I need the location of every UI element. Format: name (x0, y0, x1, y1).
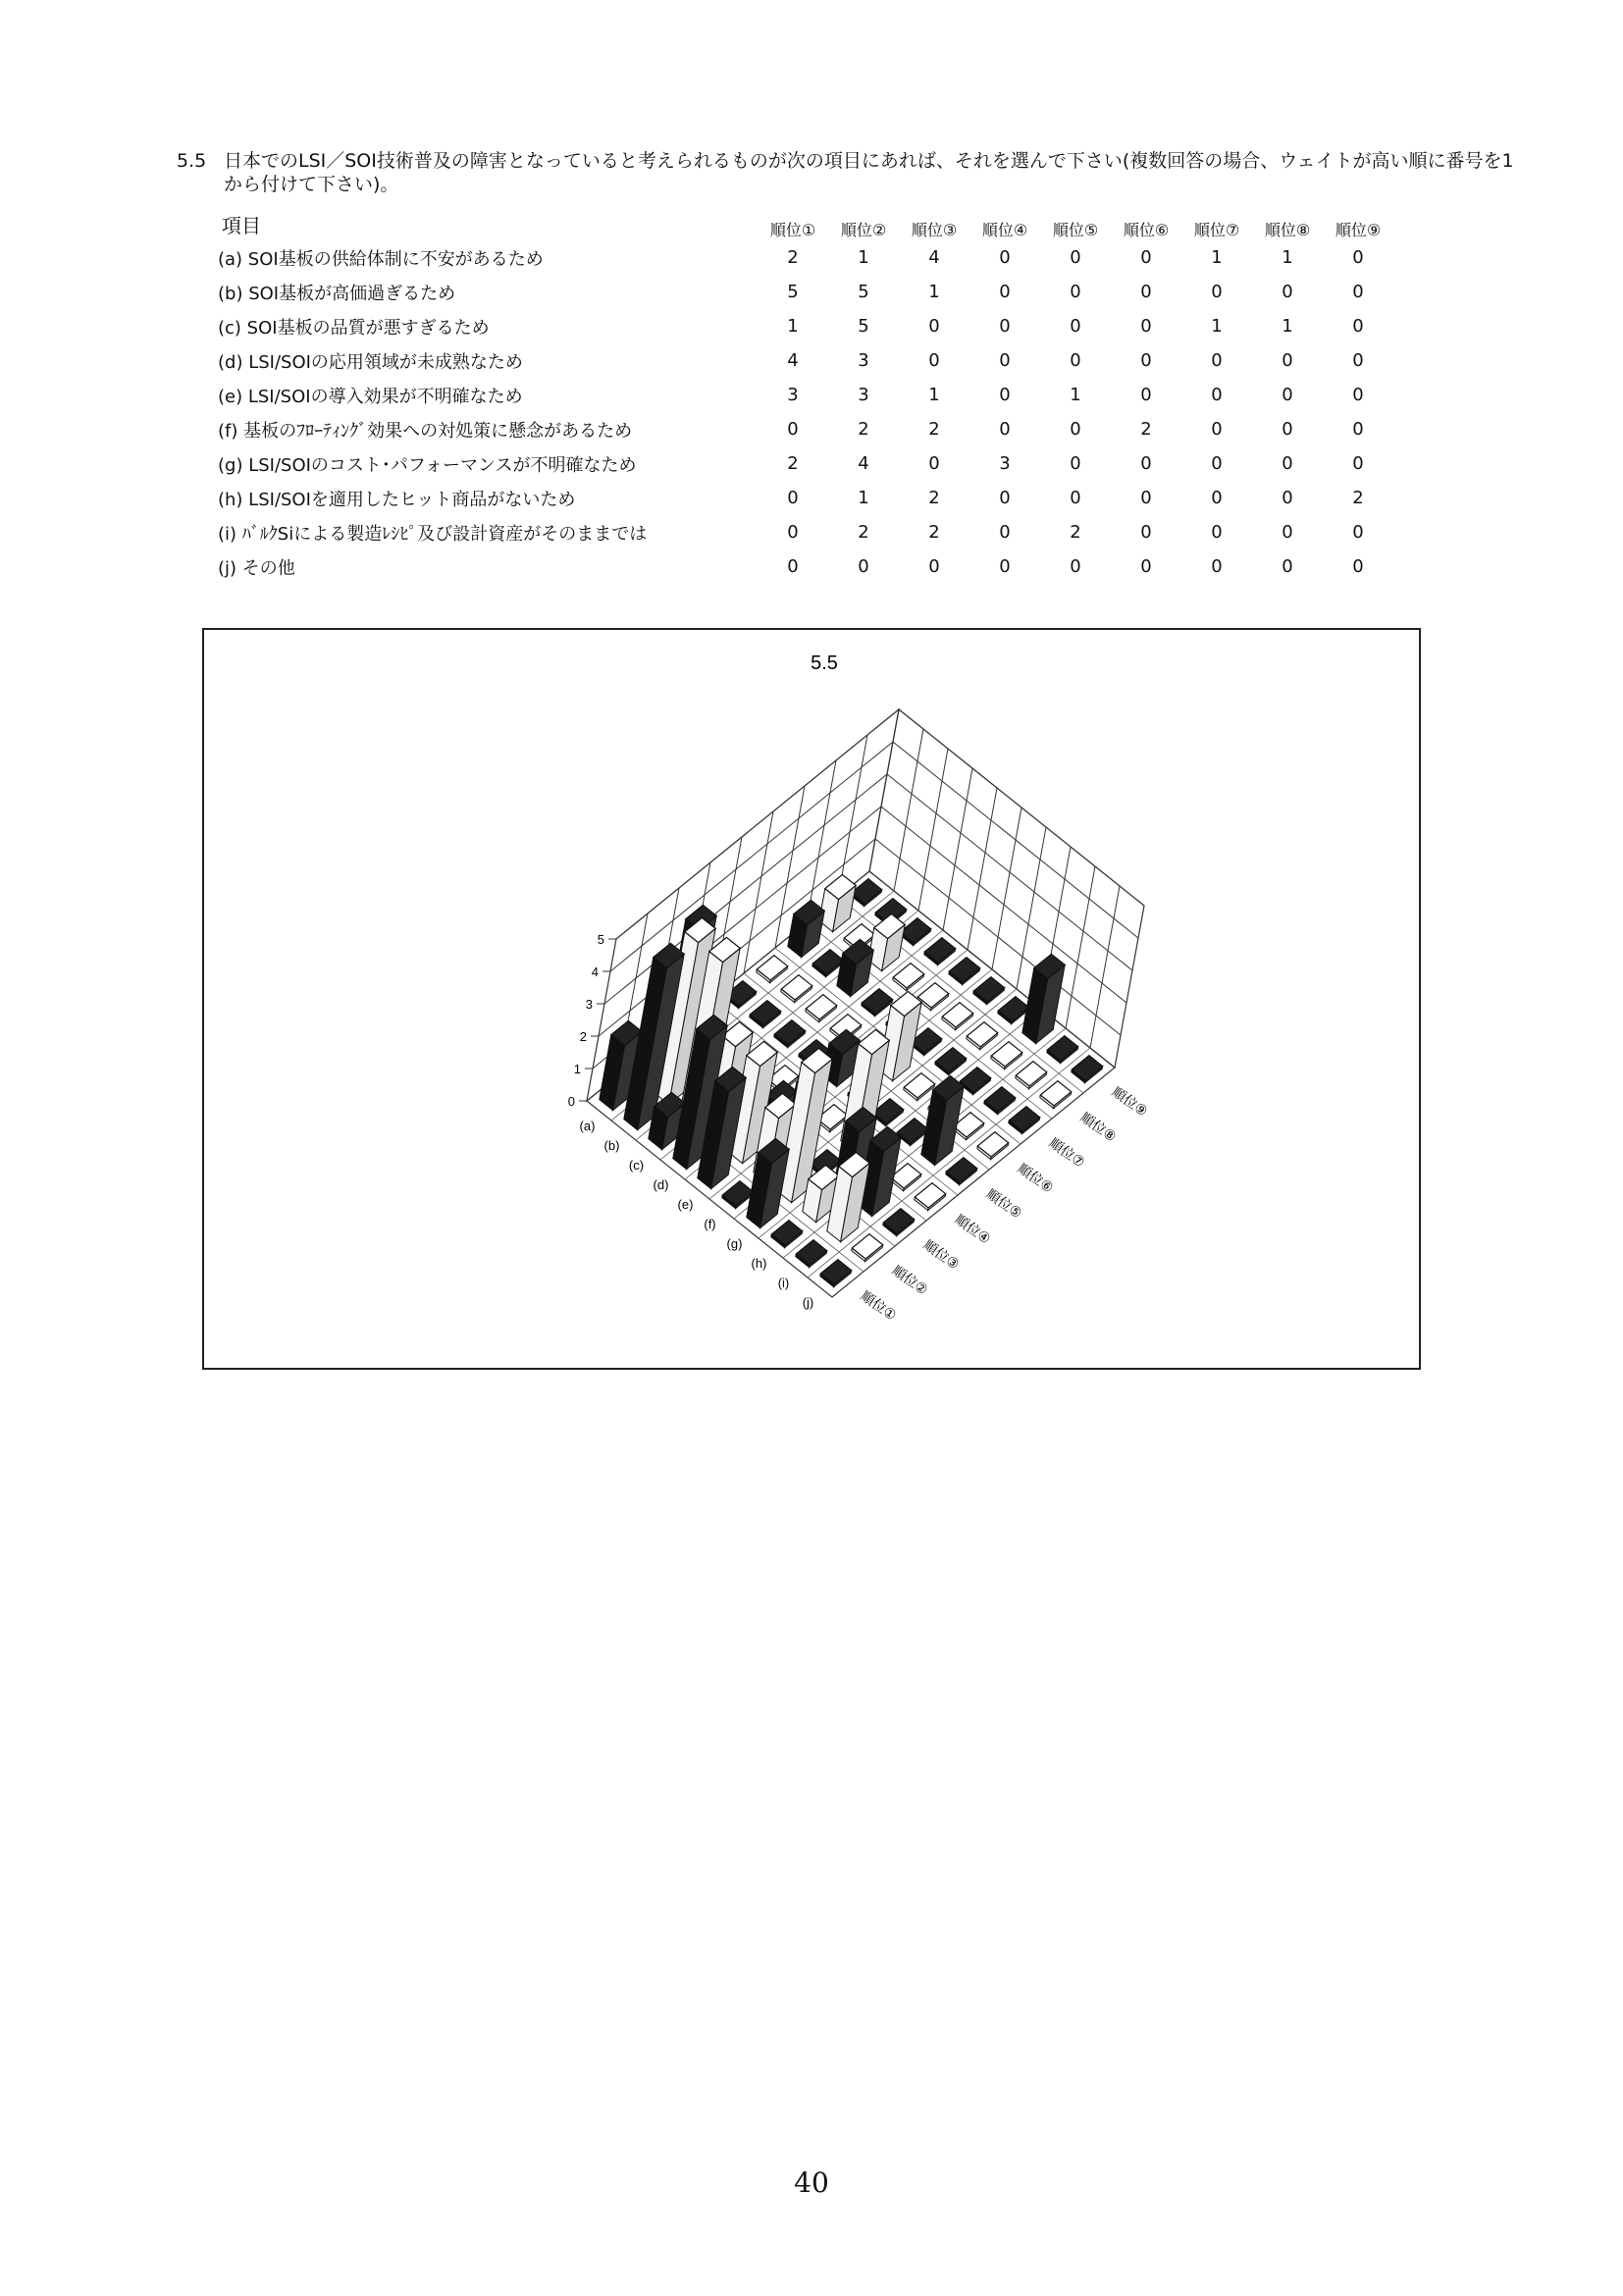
table-cell: 3 (787, 385, 799, 405)
category-label: (e) (677, 1197, 694, 1212)
table-cell: 0 (1140, 453, 1152, 474)
table-cell: 0 (787, 556, 799, 577)
table-cell: 2 (1070, 522, 1081, 543)
table-cell: 1 (1211, 247, 1223, 268)
table-cell: 0 (1211, 350, 1223, 371)
col-header: 順位③ (911, 221, 958, 239)
table-cell: 1 (1070, 385, 1081, 405)
table-cell: 0 (928, 556, 940, 577)
bar (837, 939, 873, 996)
table-row (214, 549, 1393, 584)
table-cell: 0 (1282, 385, 1293, 405)
table-cell: 0 (1140, 488, 1152, 508)
question-text: 日本でのLSI／SOI技術普及の障害となっていると考えられるものが次の項目にあれば、それを選んで下さい(複数回答の場合、ウェイトが高い順に番号を1から付けて下さい)。 (224, 150, 1514, 195)
category-label: (a) (579, 1119, 596, 1133)
table-cell: 0 (1352, 350, 1364, 371)
row-label: (c) SOI基板の品質が悪すぎるため (218, 317, 490, 339)
table-row (214, 412, 1393, 446)
gridline (616, 709, 899, 939)
table-cell: 0 (928, 453, 940, 474)
table-cell: 0 (1282, 282, 1293, 302)
row-label: (b) SOI基板が高価過ぎるため (218, 283, 456, 304)
table-cell: 0 (999, 419, 1011, 440)
page-number: 40 (794, 2166, 829, 2199)
col-header: 順位⑦ (1193, 221, 1240, 239)
table-cell: 1 (787, 316, 799, 337)
col-header: 順位⑨ (1335, 221, 1382, 239)
z-tick-label: 1 (573, 1062, 581, 1076)
row-label: (a) SOI基板の供給体制に不安があるため (218, 248, 544, 270)
bar (1022, 954, 1065, 1043)
gridline (1066, 866, 1095, 1028)
table-row (214, 378, 1393, 412)
row-label: (i) ﾊﾞﾙｸSiによる製造ﾚｼﾋﾟ及び設計資産がそのままでは (218, 523, 648, 545)
gridline (744, 811, 773, 973)
table-cell: 0 (1282, 419, 1293, 440)
col-header: 順位① (769, 221, 816, 239)
table-cell: 0 (1140, 556, 1152, 577)
table-cell: 0 (999, 282, 1011, 302)
table-cell: 0 (999, 385, 1011, 405)
table-row (214, 240, 1393, 275)
z-tick-label: 3 (585, 997, 593, 1012)
table-cell: 0 (1211, 453, 1223, 474)
z-tick-label: 4 (591, 965, 599, 979)
ranking-table (214, 218, 1393, 584)
table-cell: 0 (1070, 247, 1081, 268)
table-cell: 2 (928, 419, 940, 440)
table-row (214, 275, 1393, 309)
col-header: 順位④ (981, 221, 1028, 239)
table-cell: 0 (1352, 419, 1364, 440)
row-label: (f) 基板のﾌﾛｰﾃｨﾝｸﾞ効果への対処策に懸念があるため (218, 420, 633, 442)
table-cell: 2 (787, 453, 799, 474)
gridline (992, 808, 1021, 969)
question (177, 149, 1531, 196)
bar3d-chart (204, 630, 1419, 1368)
col-header: 順位⑧ (1264, 221, 1311, 239)
gridline (918, 749, 948, 911)
table-cell: 2 (928, 488, 940, 508)
table-cell: 0 (1211, 282, 1223, 302)
table-cell: 0 (1282, 488, 1293, 508)
table-cell: 0 (1211, 385, 1223, 405)
row-label: (g) LSI/SOIのコスト･パフォーマンスが不明確なため (218, 454, 637, 476)
gridline (943, 768, 972, 930)
table-cell: 5 (787, 282, 799, 302)
gridline (1090, 886, 1120, 1048)
table-cell: 0 (1352, 316, 1364, 337)
col-header: 順位② (840, 221, 887, 239)
table-cell: 0 (999, 316, 1011, 337)
table-cell: 0 (1352, 556, 1364, 577)
series-label: 順位③ (919, 1237, 963, 1274)
series-label: 順位⑤ (982, 1186, 1025, 1223)
table-cell: 3 (858, 350, 869, 371)
series-label: 順位⑨ (1108, 1084, 1151, 1121)
table-row (214, 446, 1393, 481)
table-cell: 2 (928, 522, 940, 543)
table-cell: 2 (858, 522, 869, 543)
table-cell: 0 (787, 522, 799, 543)
col-header: 順位⑤ (1052, 221, 1099, 239)
table-cell: 0 (1140, 247, 1152, 268)
table-cell: 0 (1282, 556, 1293, 577)
table-row (214, 515, 1393, 549)
table-cell: 4 (787, 350, 799, 371)
chart-frame (202, 628, 1421, 1370)
table-cell: 0 (1140, 522, 1152, 543)
table-cell: 0 (1352, 453, 1364, 474)
table-cell: 0 (1352, 385, 1364, 405)
table-cell: 0 (1140, 350, 1152, 371)
table-cell: 0 (1140, 385, 1152, 405)
table-cell: 0 (1282, 453, 1293, 474)
table-cell: 0 (1211, 522, 1223, 543)
table-body (214, 240, 1393, 584)
table-cell: 0 (1211, 419, 1223, 440)
table-cell: 0 (1070, 488, 1081, 508)
table-cell: 0 (928, 350, 940, 371)
table-cell: 0 (1070, 282, 1081, 302)
table-cell: 2 (787, 247, 799, 268)
table-cell: 0 (999, 488, 1011, 508)
table-cell: 5 (858, 316, 869, 337)
table-cell: 0 (787, 488, 799, 508)
table-cell: 0 (928, 316, 940, 337)
row-label: (e) LSI/SOIの導入効果が不明確なため (218, 386, 523, 407)
category-label: (b) (603, 1138, 620, 1153)
table-cell: 0 (1070, 556, 1081, 577)
chart-title: 5.5 (811, 652, 838, 674)
gridline (968, 788, 997, 950)
table-header-row (214, 218, 1393, 240)
table-cell: 0 (1070, 350, 1081, 371)
table-cell: 4 (858, 453, 869, 474)
table-cell: 0 (999, 556, 1011, 577)
table-cell: 3 (999, 453, 1011, 474)
z-tick-label: 2 (579, 1029, 587, 1044)
table-cell: 0 (1352, 522, 1364, 543)
gridline (838, 735, 867, 897)
table-cell: 0 (1282, 522, 1293, 543)
table-cell: 0 (1140, 316, 1152, 337)
table-cell: 1 (858, 247, 869, 268)
category-label: (i) (777, 1276, 790, 1290)
table-cell: 0 (1070, 419, 1081, 440)
table-cell: 0 (1352, 282, 1364, 302)
table-cell: 2 (1352, 488, 1364, 508)
table-cell: 0 (1352, 247, 1364, 268)
table-cell: 0 (999, 350, 1011, 371)
category-label: (j) (802, 1295, 814, 1310)
table-cell: 2 (1140, 419, 1152, 440)
table-cell: 0 (787, 419, 799, 440)
table-cell: 1 (858, 488, 869, 508)
table-row (214, 309, 1393, 343)
question-number: 5.5 (177, 150, 207, 172)
row-label: (h) LSI/SOIを適用したヒット商品がないため (218, 489, 576, 510)
table-cell: 0 (1211, 556, 1223, 577)
category-label: (g) (726, 1236, 743, 1251)
category-label: (h) (751, 1256, 767, 1271)
series-label: 順位② (888, 1263, 931, 1299)
col-header: 順位⑥ (1123, 221, 1170, 239)
table-cell: 1 (928, 282, 940, 302)
table-cell: 0 (1282, 350, 1293, 371)
series-label: 順位① (857, 1288, 900, 1325)
bar (788, 900, 824, 957)
table-row-header (214, 218, 758, 240)
table-cell: 0 (1070, 316, 1081, 337)
table-cell: 0 (1211, 488, 1223, 508)
gridline (894, 729, 923, 891)
row-label: (j) その他 (218, 557, 295, 579)
table-cell: 1 (1282, 316, 1293, 337)
series-label: 順位⑦ (1045, 1135, 1088, 1172)
table-cell: 3 (858, 385, 869, 405)
table-cell: 0 (1070, 453, 1081, 474)
table-cell: 1 (1211, 316, 1223, 337)
items-label: 項目 (222, 214, 261, 237)
table-cell: 2 (858, 419, 869, 440)
table-row (214, 481, 1393, 515)
table-cell: 5 (858, 282, 869, 302)
category-label: (d) (653, 1177, 669, 1192)
table-cell: 1 (928, 385, 940, 405)
series-label: 順位④ (951, 1212, 994, 1248)
table-cell: 4 (928, 247, 940, 268)
table-cell: 0 (858, 556, 869, 577)
category-label: (f) (704, 1217, 716, 1231)
bar (868, 913, 905, 970)
table-row (214, 343, 1393, 378)
bar (819, 874, 856, 931)
z-tick-label: 5 (597, 932, 604, 947)
row-label: (d) LSI/SOIの応用領域が未成熟なため (218, 351, 523, 373)
series-label: 順位⑥ (1014, 1161, 1057, 1197)
category-label: (c) (628, 1158, 645, 1173)
table-cell: 1 (1282, 247, 1293, 268)
table-cell: 0 (1140, 282, 1152, 302)
series-label: 順位⑧ (1076, 1110, 1120, 1146)
table-cell: 0 (999, 247, 1011, 268)
table-cell: 0 (999, 522, 1011, 543)
z-tick-label: 0 (567, 1094, 575, 1109)
